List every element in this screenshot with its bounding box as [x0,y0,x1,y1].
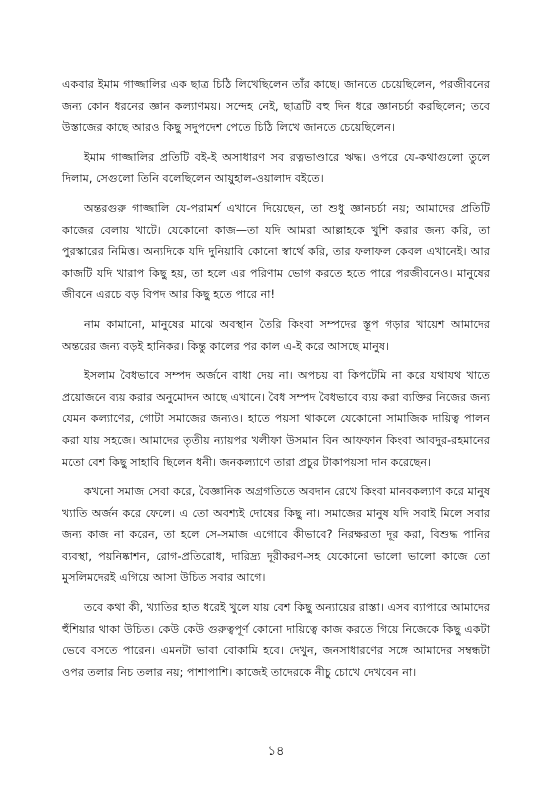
paragraph-6: কখনো সমাজ সেবা করে, বৈজ্ঞানিক অগ্রগতিতে অবদান রেখে কিংবা মানবকল্যাণ করে মানুষ খ্যাতি অর্জন করে ফেলে। এ তো অবশ্যই দোষের কিছু না। সমাজের মানুষ যদি সবাই মিলে সবার জন্য কাজ না করেন, তা হলে সে-সমাজ এগোবে কীভাবে? নিরক্ষরতা দূর করা, বিশুদ্ধ পানির ব্যবস্থা, পয়নিষ্কাশন, রোগ-প্রতিরোধ, দারিদ্র্য দূরীকরণ-সহ যেকোনো ভালো ভালো কাজে তো মুসলিমদেরই এগিয়ে আসা উচিত সবার আগে। [62,485,490,585]
paragraph-7: তবে কথা কী, খ্যাতির হাত ধরেই খুলে যায় বেশ কিছু অন্যায়ের রাস্তা। এসব ব্যাপারে আমাদের হুঁশিয়ার থাকা উচিত। কেউ কেউ গুরুত্বপূর্ণ কোনো দায়িত্বে কাজ করতে গিয়ে নিজেকে কিছু একটা ভেবে বসতে পারেন। এমনটা ভাবা বোকামি হবে। দেখুন, জনসাধারণের সঙ্গে আমাদের সম্বন্ধটা ওপর তলার নিচ তলার নয়; পাশাপাশি। কাজেই তাদেরকে নীচু চোখে দেখবেন না। [62,601,490,679]
paragraph-1: একবার ইমাম গাজ্জালির এক ছাত্র চিঠি লিখেছিলেন তাঁর কাছে। জানতে চেয়েছিলেন, পরজীবনের জন্য কোন ধরনের জ্ঞান কল্যাণময়। সন্দেহ নেই, ছাত্রটি বহু দিন ধরে জ্ঞানচর্চা করছিলেন; তবে উস্তাজের কাছে আরও কিছু সদুপদেশ পেতে চিঠি লিখে জানতে চেয়েছিলেন। [62,78,490,135]
page-body-text [62,74,490,691]
paragraph-4: নাম কামানো, মানুষের মাঝে অবস্থান তৈরি কিংবা সম্পদের স্তূপ গড়ার খায়েশ আমাদের অন্তরের জন্য বড়ই হানিকর। কিন্তু কালের পর কাল এ-ই করে আসছে মানুষ। [62,317,490,353]
paragraph-5: ইসলাম বৈধভাবে সম্পদ অর্জনে বাধা দেয় না। অপচয় বা কিপটেমি না করে যথাযথ খাতে প্রয়োজনে ব্যয় করার অনুমোদন আছে এখানে। বৈধ সম্পদ বৈধভাবে ব্যয় করা ব্যক্তির নিজের জন্য যেমন কল্যাণের, গোটা সমাজের জন্যও। হাতে পয়সা থাকলে যেকোনো সামাজিক দায়িত্ব পালন করা যায় সহজে। আমাদের তৃতীয় ন্যায়পর খলীফা উসমান বিন আফফান কিংবা আবদুর-রহমানের মতো বেশ কিছু সাহাবি ছিলেন ধনী। জনকল্যাণে তারা প্রচুর টাকাপয়সা দান করেছেন। [62,369,490,469]
paragraph-3: অন্তরগুরু গাজ্জালি যে-পরামর্শ এখানে দিয়েছেন, তা শুধু জ্ঞানচর্চা নয়; আমাদের প্রতিটি কাজের বেলায় খাটে। যেকোনো কাজ—তা যদি আমরা আল্লাহকে খুশি করার জন্য করি, তা পুরস্কারের নিমিত্ত। অন্যদিকে যদি দুনিয়াবি কোনো স্বার্থে করি, তার ফলাফল কেবল এখানেই। আর কাজটি যদি খারাপ কিছু হয়, তা হলে এর পরিণাম ভোগ করতে হতে পারে পরজীবনেও। মানুষের জীবনে এরচে বড় বিপদ আর কিছু হতে পারে না! [62,201,490,302]
page-number: ১৪ [267,744,285,759]
paragraph-2: ইমাম গাজ্জালির প্রতিটি বই-ই অসাধারণ সব রত্নভাণ্ডারে ঋদ্ধ। ওপরে যে-কথাগুলো তুলে দিলাম, সেগুলো তিনি বলেছিলেন আয়ুহাল-ওয়ালাদ বইতে। [62,150,490,186]
